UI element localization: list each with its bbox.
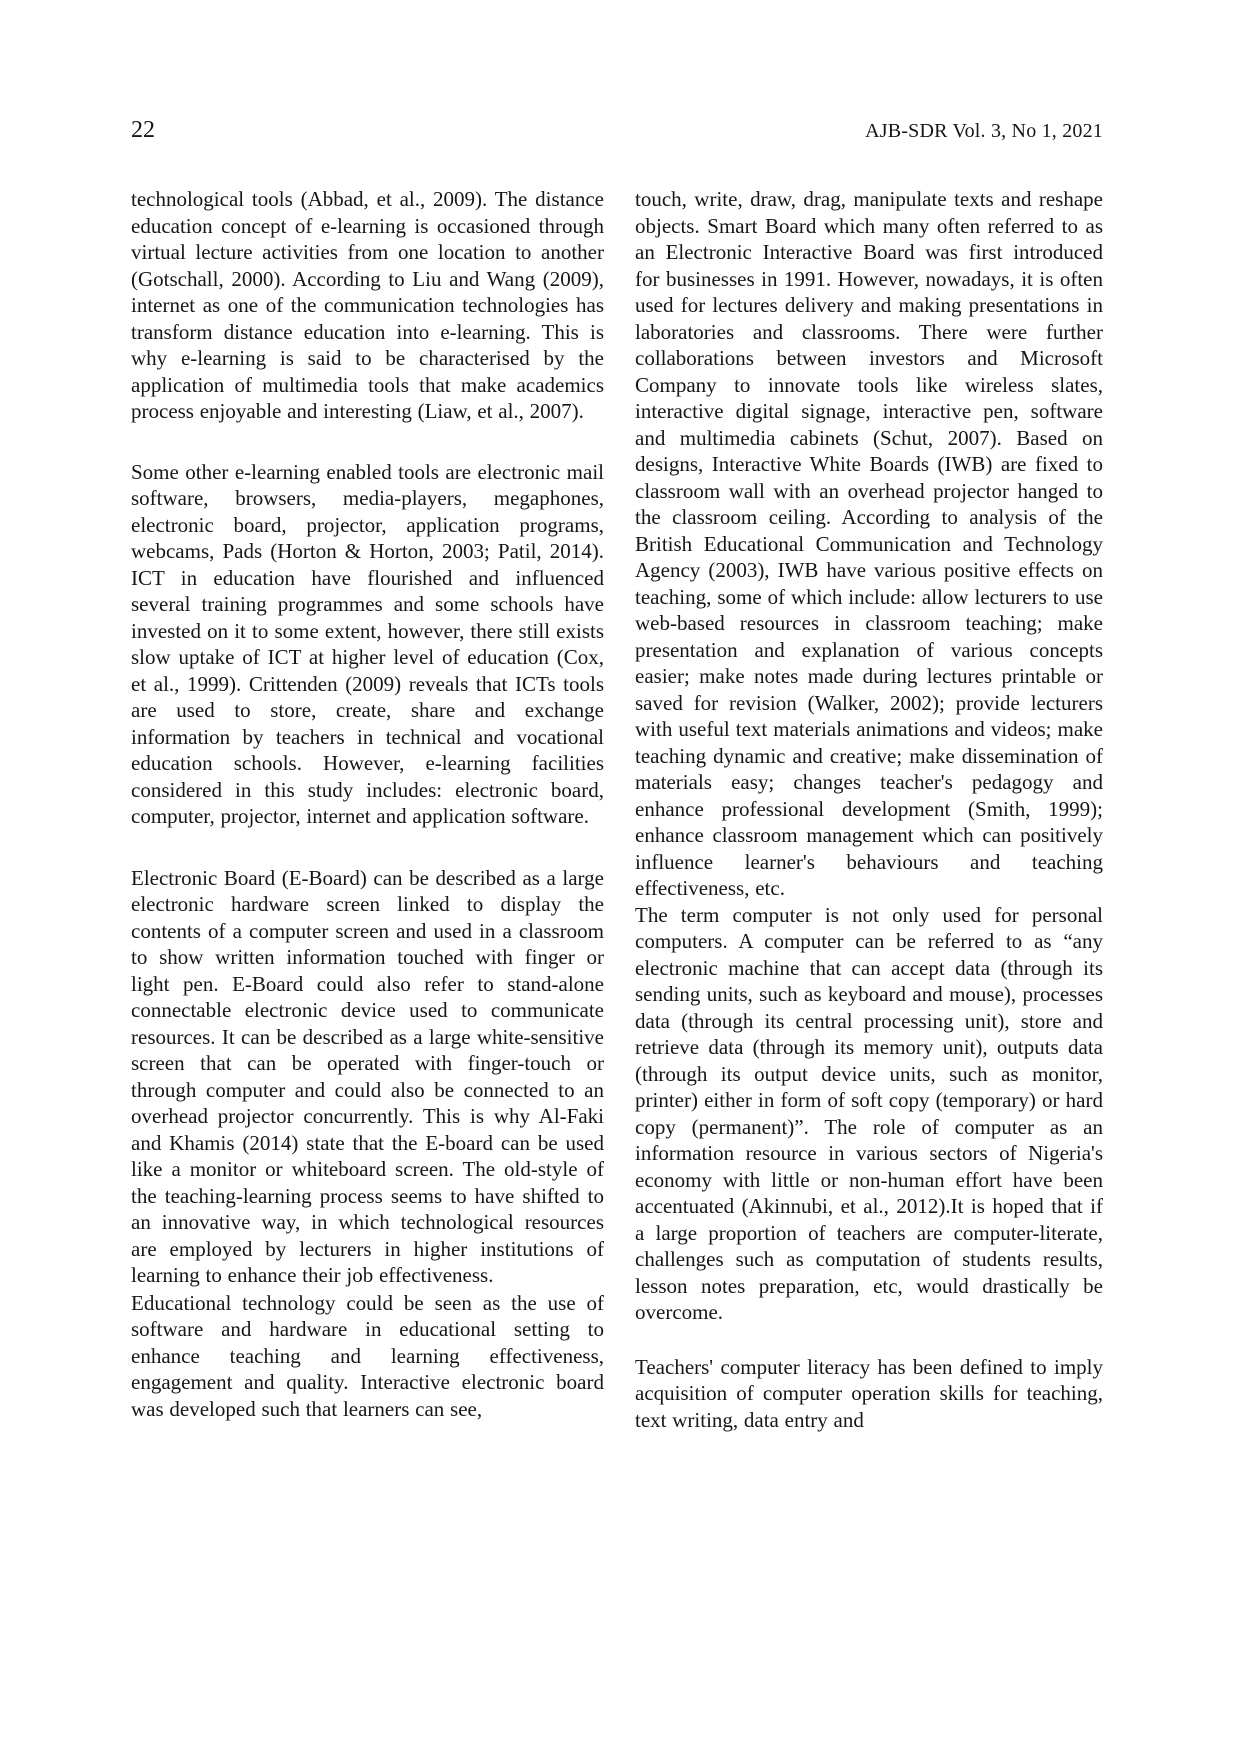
left-column — [131, 186, 604, 1433]
page-body — [131, 186, 1103, 1433]
paragraph-elearning-tools: Some other e-learning enabled tools are electronic mail software, browsers, media-players, megaphones, electronic board, projector, application programs, webcams, Pads (Horton & Horton, 2003; Patil, 2014). ICT in education have flourished and influenced several training programmes and some schools have invested on it to some extent, however, there still exists slow uptake of ICT at higher level of education (Cox, et al., 1999). Crittenden (2009) reveals that ICTs tools are used to store, create, share and exchange information by teachers in technical and vocational education schools. However, e-learning facilities considered in this study includes: electronic board, computer, projector, internet and application software. — [131, 459, 604, 828]
paragraph-educational-technology: Educational technology could be seen as the use of software and hardware in educational setting to enhance teaching and learning effectiveness, engagement and quality. Interactive electronic board was developed such that learners can see, — [131, 1290, 604, 1421]
paragraph-teachers-computer-literacy: Teachers' computer literacy has been defined to imply acquisition of computer operation skills for teaching, text writing, data entry and — [635, 1354, 1103, 1432]
right-column — [635, 186, 1103, 1433]
paragraph-smart-board-iwb: touch, write, draw, drag, manipulate texts and reshape objects. Smart Board which many often referred to as an Electronic Interactive Board was first introduced for businesses in 1991. However, nowadays, it is often used for lectures delivery and making presentations in laboratories and classrooms. There were further collaborations between investors and Microsoft Company to innovate tools like wireless slates, interactive digital signage, interactive pen, software and multimedia cabinets (Schut, 2007). Based on designs, Interactive White Boards (IWB) are fixed to classroom wall with an overhead projector hanged to the classroom ceiling. According to analysis of the British Educational Communication and Technology Agency (2003), IWB have various positive effects on teaching, some of which include: allow lecturers to use web-based resources in classroom teaching; make presentation and explanation of various concepts easier; make notes made during lectures printable or saved for revision (Walker, 2002); provide lecturers with useful text materials animations and videos; make teaching dynamic and creative; make dissemination of materials easy; changes teacher's pedagogy and enhance professional development (Smith, 1999); enhance classroom management which can positively influence learner's behaviours and teaching effectiveness, etc. — [635, 187, 1103, 900]
paragraph-elearning-concept: technological tools (Abbad, et al., 2009). The distance education concept of e-learning is occasioned through virtual lecture activities from one location to another (Gotschall, 2000). According to Liu and Wang (2009), internet as one of the communication technologies has transform distance education into e-learning. This is why e-learning is said to be characterised by the application of multimedia tools that make academics process enjoyable and interesting (Liaw, et al., 2007). — [131, 187, 604, 423]
running-header — [131, 118, 1103, 142]
paragraph-electronic-board: Electronic Board (E-Board) can be described as a large electronic hardware screen linked to display the contents of a computer screen and used in a classroom to show written information touched with finger or light pen. E-Board could also refer to stand-alone connectable electronic device used to communicate resources. It can be described as a large white-sensitive screen that can be operated with finger-touch or through computer and could also be connected to an overhead projector concurrently. This is why Al-Faki and Khamis (2014) state that the E-board can be used like a monitor or whiteboard screen. The old-style of the teaching-learning process seems to have shifted to an innovative way, in which technological resources are employed by lecturers in higher institutions of learning to enhance their job effectiveness. — [131, 865, 604, 1287]
journal-reference: AJB-SDR Vol. 3, No 1, 2021 — [865, 120, 1103, 142]
paragraph-term-computer: The term computer is not only used for personal computers. A computer can be referred to as “any electronic machine that can accept data (through its sending units, such as keyboard and mouse), processes data (through its central processing unit), store and retrieve data (through its memory unit), outputs data (through its output device units, such as monitor, printer) either in form of soft copy (temporary) or hard copy (permanent)”. The role of computer as an information resource in various sectors of Nigeria's economy with little or non-human effort have been accentuated (Akinnubi, et al., 2012).It is hoped that if a large proportion of teachers are computer-literate, challenges such as computation of students results, lesson notes preparation, etc, would drastically be overcome. — [635, 902, 1103, 1324]
page-number: 22 — [131, 117, 155, 143]
